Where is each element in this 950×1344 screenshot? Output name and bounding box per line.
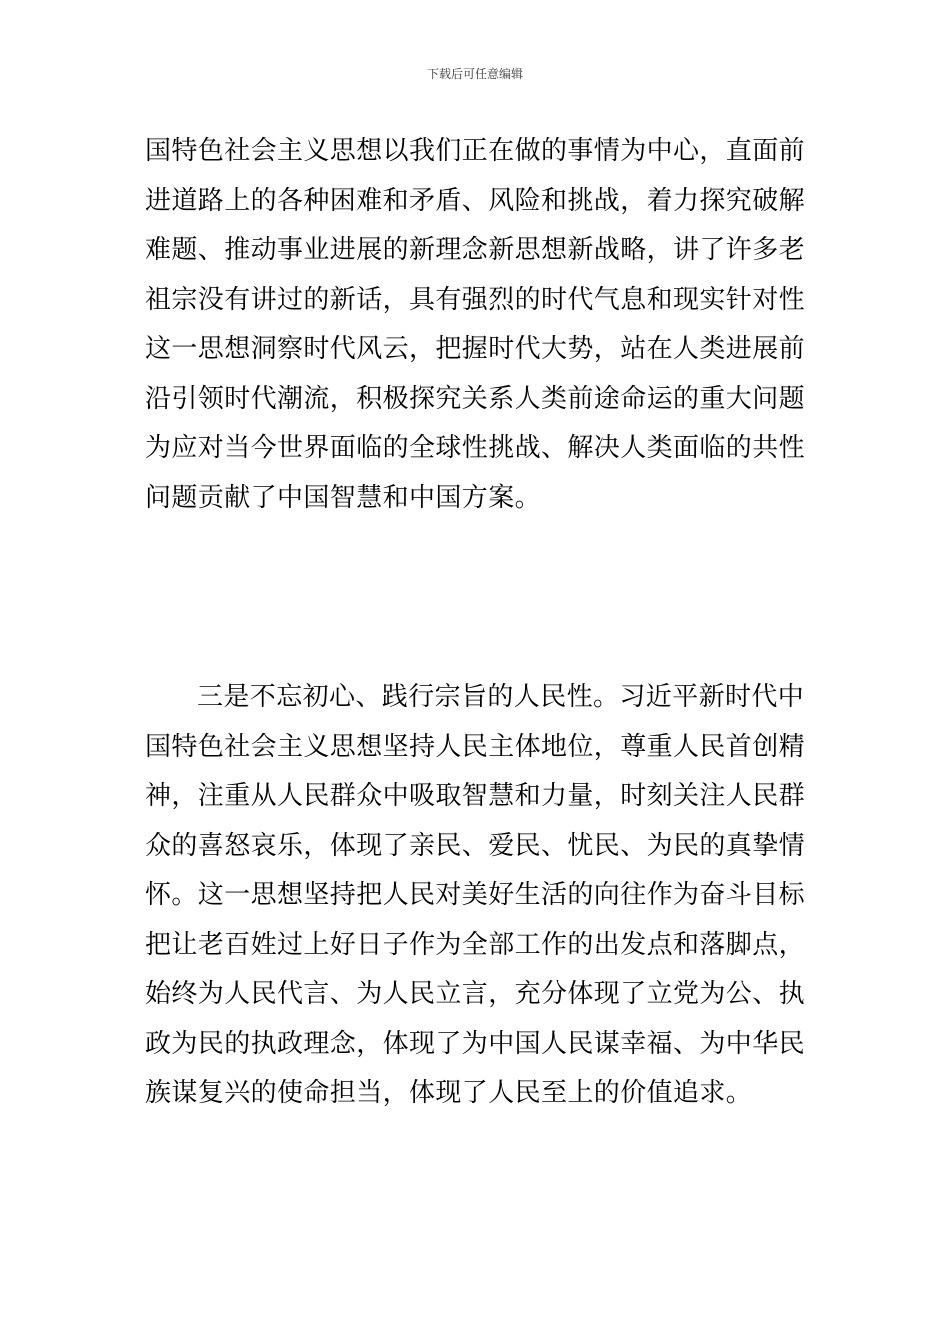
paragraph-line: 众的喜怒哀乐，体现了亲民、爱民、忧民、为民的真挚情: [145, 830, 806, 861]
paragraph-line: 把让老百姓过上好日子作为全部工作的出发点和落脚点，: [145, 929, 806, 960]
paragraph-line: 国特色社会主义思想坚持人民主体地位，尊重人民首创精: [145, 731, 806, 762]
paragraph-line-first: 三是不忘初心、践行宗旨的人民性。习近平新时代中: [197, 682, 805, 712]
paragraph-line: 族谋复兴的使命担当，体现了人民至上的价值追求。: [145, 1078, 753, 1108]
paragraph-line: 进道路上的各种困难和矛盾、风险和挑战，着力探究破解: [145, 185, 806, 216]
paragraph-people-oriented: [145, 673, 815, 1119]
paragraph-line: 这一思想洞察时代风云，把握时代大势，站在人类进展前: [145, 334, 806, 364]
paragraph-line: 政为民的执政理念，体现了为中国人民谋幸福、为中华民: [145, 1028, 806, 1059]
paragraph-line: 神，注重从人民群众中吸取智慧和力量，时刻关注人民群: [145, 781, 806, 811]
paragraph-line: 沿引领时代潮流，积极探究关系人类前途命运的重大问题: [145, 383, 806, 414]
paragraph-line: 国特色社会主义思想以我们正在做的事情为中心，直面前: [145, 136, 806, 166]
paragraph-continued: [145, 127, 815, 523]
paragraph-line: 难题、推动事业进展的新理念新思想新战略，讲了许多老: [145, 235, 806, 265]
paragraph-line: 始终为人民代言、为人民立言，充分体现了立党为公、执: [145, 979, 806, 1009]
paragraph-line: 为应对当今世界面临的全球性挑战、解决人类面临的共性: [145, 433, 806, 463]
paragraph-line: 怀。这一思想坚持把人民对美好生活的向往作为奋斗目标: [145, 880, 806, 910]
paragraph-line: 问题贡献了中国智慧和中国方案。: [145, 482, 542, 513]
page-header-note: 下载后可任意编辑: [426, 67, 523, 81]
paragraph-line: 祖宗没有讲过的新话，具有强烈的时代气息和现实针对性: [145, 284, 806, 315]
